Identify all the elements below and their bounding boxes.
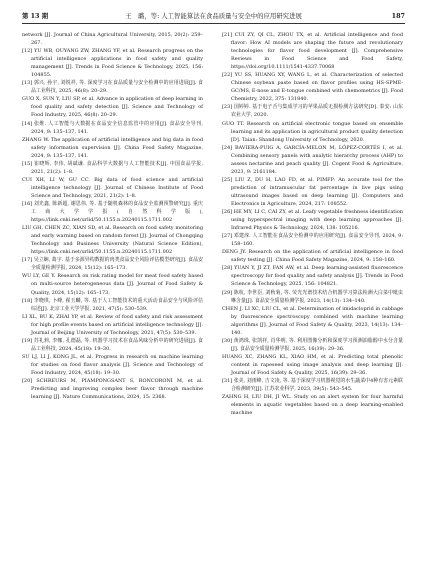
reference-column-left — [22, 31, 203, 401]
reference-entry: [19] 苏礼莉, 李娜, 孔德磊, 等. 机器学习技术在食品风味分析中的研究进展[J]. 食品工业科技, 2024, 45(18): 19–30. — [22, 337, 203, 352]
reference-entry: [12] YU WB, OUYANG ZW, ZHANG YF, et al. Research progress on the artificial intelligence applications in food safety and quality management [J]. Trends in Food Science & Technology, 2025, 156: 104855. — [22, 48, 203, 79]
reference-entry: [14] 张维. 人工智能与大数据在食品安全信息监管中的应用[J]. 食品安全导刊, 2024, 9: 135–137, 141. — [22, 120, 203, 135]
reference-entry: [15] 崔晓辉, 李伟, 胡斌谦. 食品科学大数据与人工智能技术[J]. 中国食品学报, 2021, 21(2): 1–8. — [22, 160, 203, 175]
page-header — [22, 10, 405, 24]
reference-entry: CUI XH, LI W, GU CC. Big data of food science and artificial intelligence technology [J]. Journal of Chinese Institute of Food Science and Technology, 2021, 21(2): 1–8. — [22, 176, 203, 199]
reference-entry: [29] 陈杭, 李世臣, 刘秋菊, 等. 荧光光谱技术结合机器学习算法检测大白菜中吡虫啉含量[J]. 食品安全质量检测学报, 2023, 14(13): 134–140. — [222, 289, 403, 304]
reference-entry: GUO X, SUN Y, LIU SP, et al. Advance in application of deep learning in food quality and safety detection [J]. Science and Technology of Food Industry, 2025, 46(8): 20–29. — [22, 96, 203, 119]
reference-entry: [16] 刘光鑫, 陈新超, 谢思伟, 等. 基于随机森林的食品安全监测预警研究[J]. 重庆工商大学学报(自然科学版), https://link.cnki.net/urlid/50.1155.n.20240115.1711.002 — [22, 200, 203, 224]
reference-entry: [27] 邓建淳. 人工智能在食品安全检测中的应用研究[J]. 食品安全导刊, 2024, 9: 158–160. — [222, 233, 403, 248]
reference-entry: LI XL, BU K, ZHAI YP, et al. Review of food safety and risk assessment for high profile events based on artificial intelligence technology [J]. Journal of Beijing University of Technology, 2021, 47(5): 530–539. — [22, 313, 203, 336]
running-title: 王 璐，等: 人工智能算法在食品质量与安全中的应用研究进展 — [125, 12, 302, 20]
reference-entry: GUO TT. Research on artificial electronic tongue based on ensemble learning and its application in agricultural product quality detection [D]. Taian: Shandong University of Technology, 2020. — [222, 120, 403, 143]
reference-entry: HUANG XC, ZHANG KL, XIAO HM, et al. Predicting total phenolic content in rapeseed using image analysis and deep learning [J]. Journal of Food Safety & Quality, 2025, 16(39): 29–36. — [222, 353, 403, 376]
reference-entry: [26] HE MY, LI C, CAI ZY, et al. Leafy vegetable freshness identification using hyperspectral imaging with deep learning approaches [J]. Infrared Physics & Technology, 2024, 138: 105216. — [222, 209, 403, 232]
reference-entry: [17] 吴立娴, 葛宇. 基于多源异构数据的肉类食品安全风险评估模型研究[J]. 食品安全质量检测学报, 2024, 15(12): 165–173. — [22, 257, 203, 272]
reference-column-right — [222, 31, 403, 417]
reference-entry: [21] CUI ZY, QI CL, ZHOU TX, et al. Artificial intelligence and food flavor: How AI models are shaping the future and revolutionary technologies for flavor food development [J]. Comprehensive Reviews in Food Science and Food Safety, https://doi.org/10.1111/1541-4337.70068 — [222, 32, 403, 71]
reference-entry: LIU GH, CHEN ZC, XIAN SD, et al. Research on food safety monitoring and early warning based on random forest [J]. Journal of Chongqing Technology and Business University (Natural Science Edition), https://link.cnki.net/urlid/50.1155.n.20240115.1711.002 — [22, 225, 203, 256]
reference-entry: [13] 郭兴, 孙宇, 刘锐祥, 等. 深度学习在食品质量与安全检测中的应用进展[J]. 食品工业科技, 2025, 46(8): 20–29. — [22, 80, 203, 95]
reference-entry: [20] SCHREURS M, PIAMPONGSANT S, RONCORONI M, et al. Predicting and improving complex beer flavor through machine learning [J]. Nature Communications, 2024, 15: 2368. — [22, 378, 203, 401]
reference-entry: [22] YU SS, HUANG XY, WANG L, et al. Characterization of selected Chinese soybean paste based on flavor profiles using HS-SPME-GC/MS, E-nose and E-tongue combined with chemometrics [J]. Food Chemistry, 2022, 375: 131840. — [222, 72, 403, 103]
reference-entry: [18] 李晓琪, 卜峰, 翟玉麟, 等. 基于人工智能技术的重大活动食品安全与风险评估综述[J]. 北京工业大学学报, 2021, 47(5): 530–539. — [22, 297, 203, 312]
reference-entry: DENG JY. Research on the application of artificial intelligence in food safety testing [J]. China Food Safety Magazine, 2024, 9: 158–160. — [222, 249, 403, 264]
reference-entry: SU LJ, LI J, KONG JL, et al. Progress in research on machine learning for studies on food flavor analysis [J]. Science and Technology of Food Industry, 2024, 45(18): 19–30. — [22, 353, 203, 376]
reference-entry: [24] BAVIERA-PUIG A, GARCÍA-MELON M, LÓPEZ-CORTÉS I, et al. Combining sensory panels with analytic hierarchy process (AHP) to assess nectarine and peach quality [J]. Cogent Food & Agriculture, 2023, 9: 2161184. — [222, 144, 403, 175]
reference-entry: CHEN J, LI XC, LIU CL, et al. Determination of imidacloprid in cabbage by fluorescence spectroscopy combined with machine learning algorithms [J]. Journal of Food Safety & Quality, 2023, 14(13): 134–140. — [222, 305, 403, 336]
page-number: 187 — [391, 12, 405, 20]
reference-entry: [23] 国婷婷. 基于电子舌与集成学习的苹果品质无损检测方法研究[D]. 泰安: 山东农业大学, 2020. — [222, 104, 403, 119]
reference-entry: network [J]. Journal of China Agricultural University, 2015, 20(2): 259–267. — [22, 32, 203, 47]
issue-number: 第 13 期 — [22, 12, 49, 20]
reference-entry: [31] 张美, 刘雨峰, 吉文凌, 等. 基于深度学习机器视觉的水生蔬菜中4种有害元素联合检测研究[J]. 江苏农业科学, 2023, 39(5): 543–545. — [222, 378, 403, 393]
reference-entry: WU LY, GE Y. Research on risk rating model for meat food safety based on multi-source heterogeneous data [J]. Journal of Food Safety & Quality, 2024, 15(12): 165–173. — [22, 273, 203, 296]
reference-entry: [28] YUAN Y, JI ZT, FAN AW, et al. Deep learning-assisted fluorescence spectroscopy for food quality and safety analysis [J]. Trends in Food Science & Technology, 2025, 156: 104821. — [222, 265, 403, 288]
reference-entry: [30] 黄鸿珠, 张凯祥, 肖华明, 等. 利用图像分析和深度学习预测油脂醇中水分含量[J]. 食品安全质量检测学报, 2025, 16(39): 29–36. — [222, 337, 403, 352]
reference-entry: ZAHNG H, LIU DH, JI WL. Study on an alert system for four harmful elements in aquatic vegetables based on a deep learning-enabled machine — [222, 394, 403, 417]
reference-entry: [25] LIU Z, DU H, LAO FD, et al. PIMFP: An accurate tool for the prediction of intramuscular fat percentage in live pigs using ultrasound images based on deep learning [J]. Computers and Electronics in Agriculture, 2024, 217: 108552. — [222, 176, 403, 207]
reference-entry: ZHANG W. The application of artificial intelligence and big data in food safety information supervision [J]. China Food Safety Magazine, 2024, 9: 135–137, 141. — [22, 136, 203, 159]
